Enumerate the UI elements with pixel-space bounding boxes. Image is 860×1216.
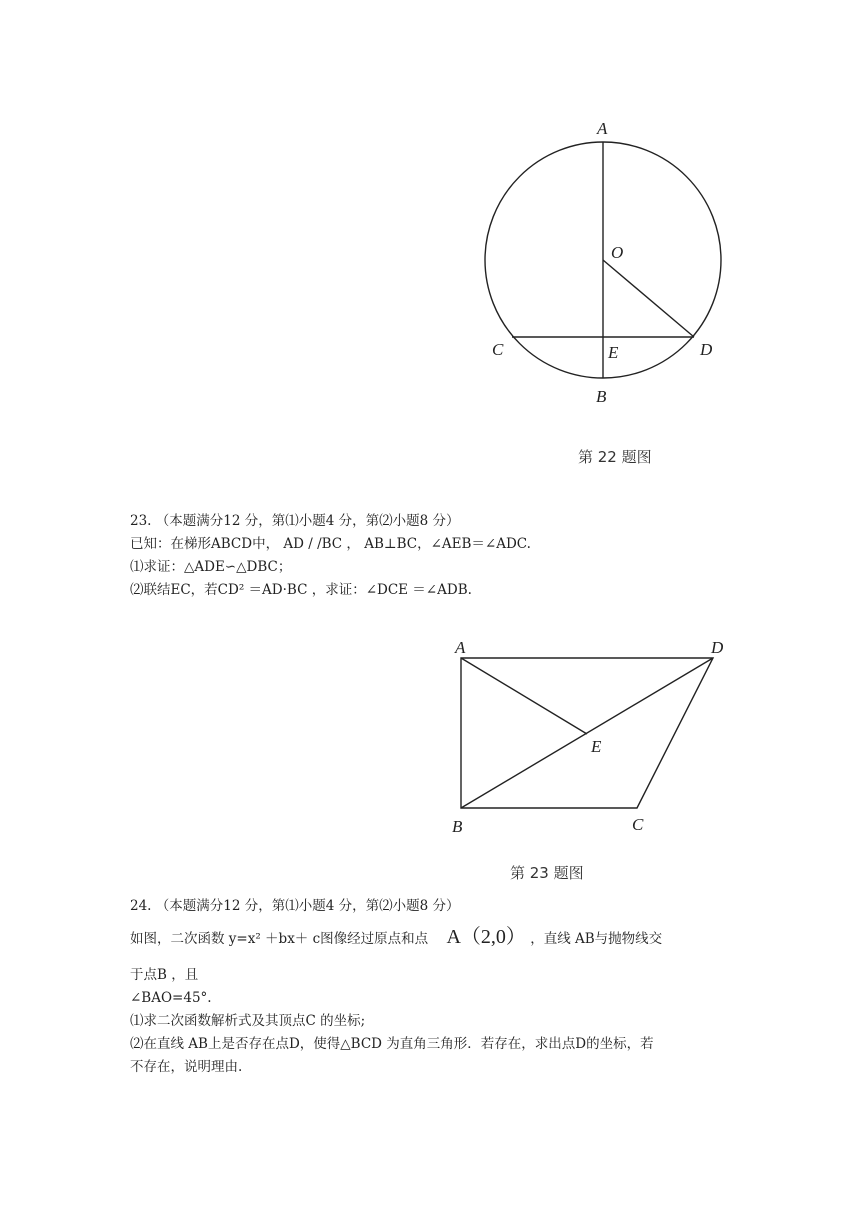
- q23-header: 23. （本题满分12 分，第⑴小题4 分，第⑵小题8 分）: [130, 513, 460, 529]
- label-d: D: [711, 638, 724, 657]
- label-e: E: [608, 343, 619, 362]
- q24-line1-b: ，直线 AB与抛物线交: [530, 931, 663, 947]
- q24-part1: ⑴求二次函数解析式及其顶点C 的坐标;: [130, 1013, 366, 1029]
- segment-ae: [461, 658, 587, 734]
- label-d: D: [700, 340, 713, 359]
- figure-22: [470, 110, 750, 430]
- q23-given: 已知：在梯形ABCD中， AD / /BC ， AB⊥BC，∠AEB＝∠ADC.: [130, 536, 531, 552]
- q24-line2: 于点B ，且: [130, 967, 199, 983]
- q24-part2a: ⑵在直线 AB上是否存在点D，使得△BCD 为直角三角形．若存在，求出点D的坐标，若: [130, 1036, 654, 1052]
- figure-22-caption: 第 22 题图: [578, 448, 652, 466]
- label-b: B: [452, 817, 463, 836]
- q24-point-a: A（2,0）: [446, 926, 526, 948]
- q23-part2: ⑵联结EC，若CD² ＝AD·BC ，求证：∠DCE ＝∠ADB.: [130, 582, 472, 598]
- label-e: E: [591, 737, 602, 756]
- q24-line1: [130, 928, 662, 948]
- label-c: C: [492, 340, 504, 359]
- label-c: C: [632, 815, 644, 834]
- segment-od: [603, 260, 694, 337]
- label-a: A: [597, 119, 608, 138]
- label-a: A: [455, 638, 466, 657]
- label-o: O: [611, 243, 624, 262]
- label-b: B: [596, 387, 607, 406]
- q24-header: 24. （本题满分12 分，第⑴小题4 分，第⑵小题8 分）: [130, 898, 460, 914]
- q23-part1: ⑴求证：△ADE∽△DBC；: [130, 559, 292, 575]
- q24-line1-a: 如图，二次函数 y=x² ＋bx＋ c图像经过原点和点: [130, 931, 429, 947]
- q24-part2b: 不存在，说明理由.: [130, 1059, 243, 1075]
- figure-23: [445, 635, 745, 840]
- q24-line3: ∠BAO=45°.: [130, 990, 212, 1006]
- figure-23-caption: 第 23 题图: [510, 864, 584, 882]
